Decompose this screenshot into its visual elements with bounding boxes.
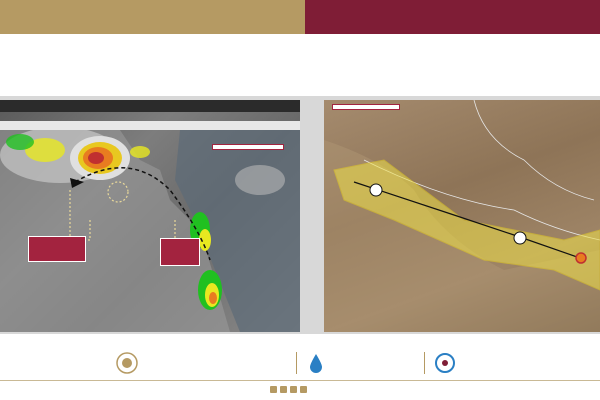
colorbar [0,112,300,130]
colorbar-temperatures [0,121,300,130]
callout-banda [160,238,200,266]
instagram-icon[interactable] [290,386,297,393]
divider [424,352,425,374]
facebook-icon[interactable] [270,386,277,393]
callout-depresion [212,144,284,150]
trajectory-map [324,100,600,332]
header [0,0,600,34]
info-bar [305,0,600,34]
footer-rule [0,380,600,381]
conagua-logo [308,352,328,374]
smn-logo [434,352,460,374]
satellite-header [0,100,300,112]
smn-icon [434,352,456,374]
description [0,34,600,96]
trajectory-drawing [324,100,600,332]
title-bar [0,0,305,34]
satellite-drawing [0,100,300,332]
water-drop-icon [308,352,324,374]
colorbar-altitudes [0,112,300,121]
youtube-icon[interactable] [300,386,307,393]
divider [296,352,297,374]
twitter-icon[interactable] [280,386,287,393]
medio-ambiente-logo [116,352,142,374]
seal-icon [116,352,138,374]
map-callout-depresion [332,104,400,110]
satellite-image [0,100,300,332]
social-bar [270,386,314,393]
callout-centro [28,236,86,262]
